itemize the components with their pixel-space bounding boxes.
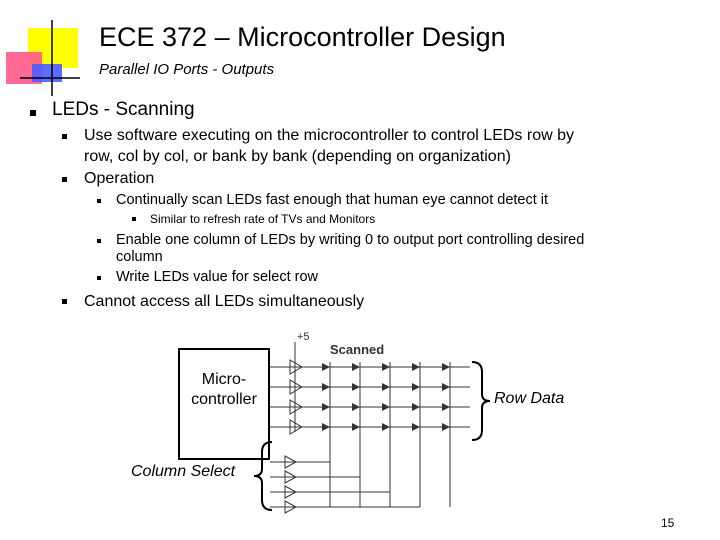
bullet-level2-text: Use software executing on the microcontroller to control LEDs row by xyxy=(84,127,574,144)
bullet-marker xyxy=(97,239,101,243)
bullet-marker xyxy=(132,217,136,221)
bullet-marker xyxy=(97,276,101,280)
slide-title: ECE 372 – Microcontroller Design xyxy=(99,22,506,52)
bullet-level2-text-continued: row, col by col, or bank by bank (depending on organization) xyxy=(84,148,511,165)
bullet-level2-text: Operation xyxy=(84,170,155,187)
bullet-marker xyxy=(30,110,36,116)
bullet-level2-text: Cannot access all LEDs simultaneously xyxy=(84,293,365,310)
microcontroller-label-line2: controller xyxy=(191,391,257,408)
bullet-level3-text: Enable one column of LEDs by writing 0 to output port controlling desired xyxy=(116,232,585,248)
bullet-marker xyxy=(97,199,101,203)
bullet-level4-text: Similar to refresh rate of TVs and Monitors xyxy=(150,212,376,226)
bullet-marker xyxy=(62,299,67,304)
corner-logo-graphic xyxy=(0,0,80,100)
microcontroller-label-line1: Micro- xyxy=(201,371,247,388)
microcontroller-label xyxy=(178,370,270,410)
bullet-level3-text: Write LEDs value for select row xyxy=(116,269,318,285)
page-number: 15 xyxy=(661,516,675,530)
bullet-level1-text: LEDs - Scanning xyxy=(52,99,195,120)
row-data-label: Row Data xyxy=(494,390,565,407)
column-select-brace xyxy=(246,440,276,512)
bullet-level3-text-continued: column xyxy=(116,249,163,265)
bullet-marker xyxy=(62,177,67,182)
column-select-label: Column Select xyxy=(131,463,236,480)
scanned-label: Scanned xyxy=(330,342,385,357)
bullet-marker xyxy=(62,134,67,139)
slide-subtitle: Parallel IO Ports - Outputs xyxy=(99,61,275,78)
bullet-level3-text: Continually scan LEDs fast enough that human eye cannot detect it xyxy=(116,192,549,208)
supply-label: +5 xyxy=(297,331,310,343)
